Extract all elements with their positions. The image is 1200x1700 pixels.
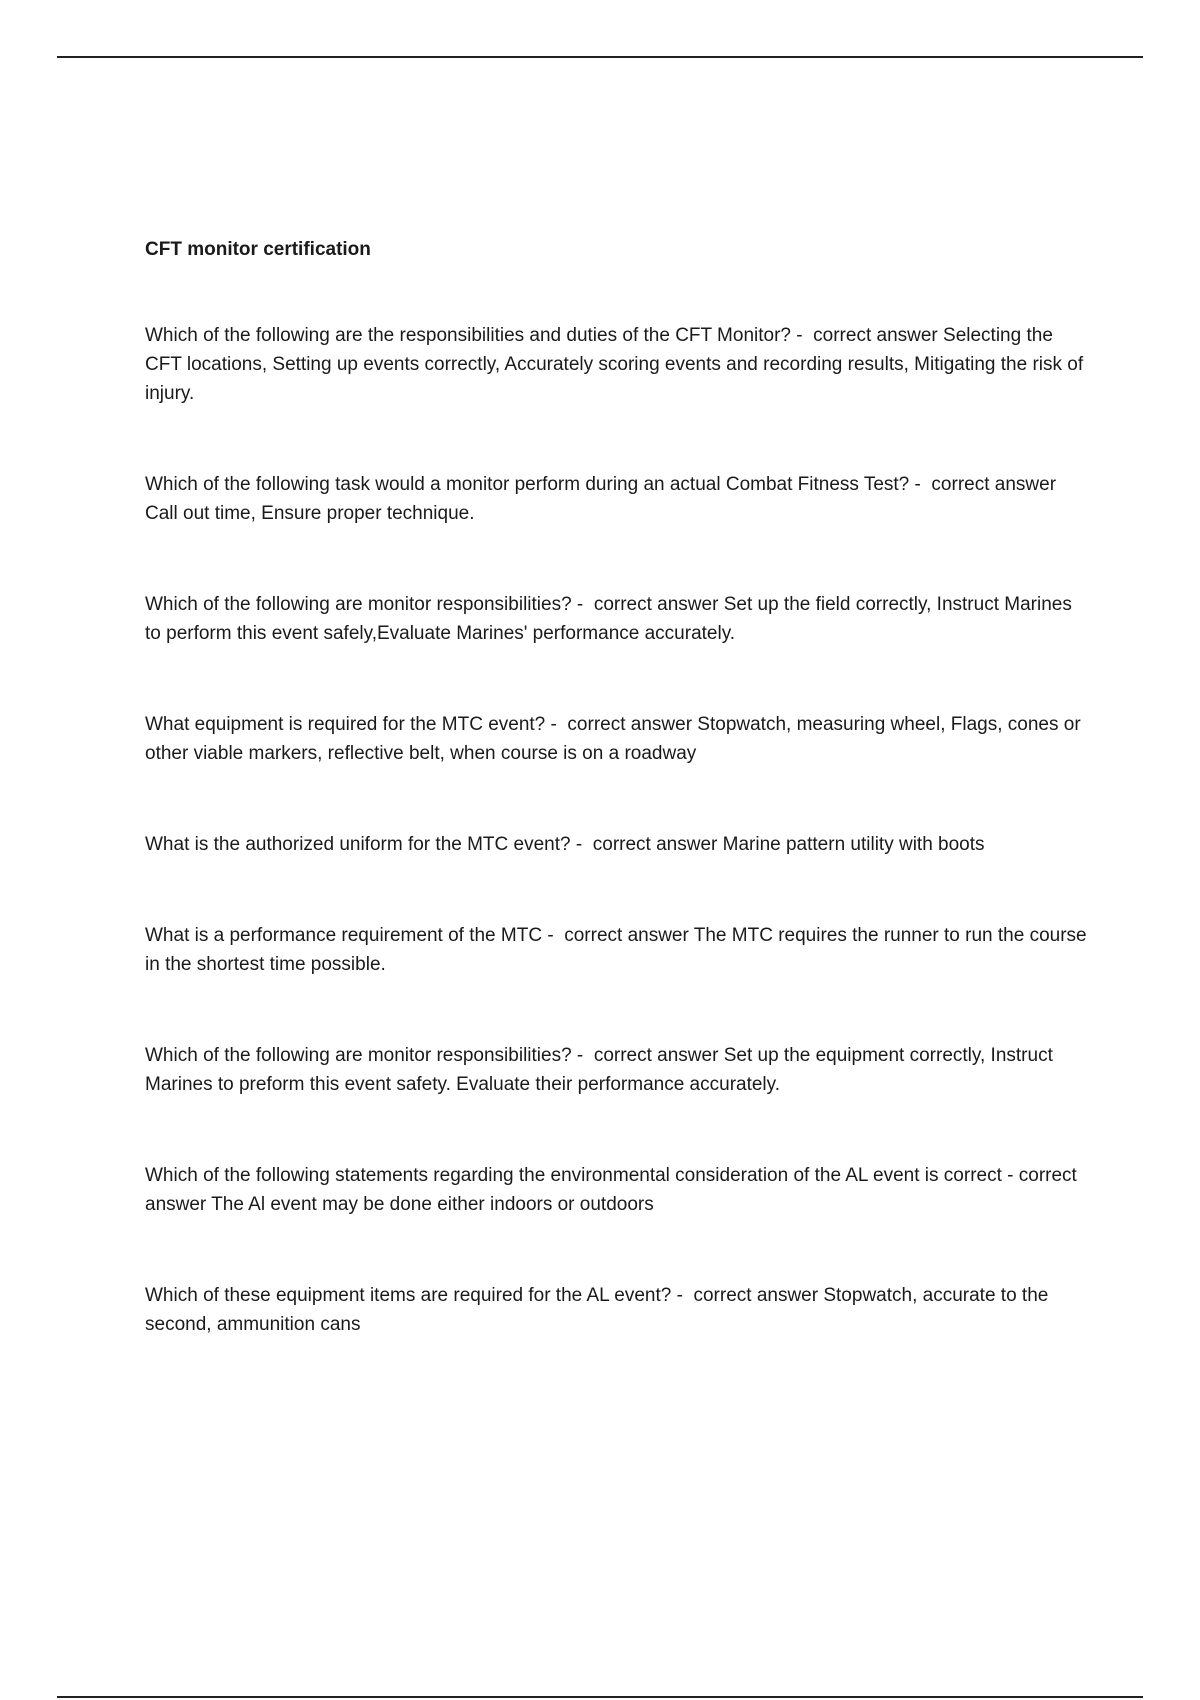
question-answer-list (145, 321, 1090, 1339)
qa-item (145, 470, 1090, 528)
question-text: What equipment is required for the MTC event? - (145, 714, 557, 735)
qa-item (145, 590, 1090, 648)
question-text: Which of these equipment items are required for the AL event? - (145, 1285, 683, 1306)
qa-item (145, 1161, 1090, 1219)
answer-text: correct answer Set up the field correctly, Instruct Marines to perform this event safely,Evaluate Marines' performance accurately. (145, 594, 1072, 644)
qa-item (145, 321, 1090, 408)
answer-text: correct answer Set up the equipment correctly, Instruct Marines to preform this event safety. Evaluate their performance accurately. (145, 1045, 1053, 1095)
question-text: Which of the following are the responsibilities and duties of the CFT Monitor? - (145, 325, 803, 346)
answer-text: correct answer Selecting the CFT locations, Setting up events correctly, Accurately scoring events and recording results, Mitigating the risk of injury. (145, 325, 1084, 404)
qa-item (145, 1281, 1090, 1339)
document-body (145, 236, 1090, 1339)
answer-text: correct answer Marine pattern utility with boots (592, 834, 985, 855)
answer-text: correct answer Call out time, Ensure proper technique. (145, 474, 1057, 524)
qa-item (145, 710, 1090, 768)
question-text: Which of the following are monitor responsibilities? - (145, 1045, 584, 1066)
answer-text: correct answer Stopwatch, accurate to the second, ammunition cans (145, 1285, 1049, 1335)
question-text: What is the authorized uniform for the MTC event? - (145, 834, 583, 855)
question-text: Which of the following are monitor responsibilities? - (145, 594, 584, 615)
answer-text: correct answer The Al event may be done either indoors or outdoors (145, 1165, 1077, 1215)
question-text: Which of the following task would a monitor perform during an actual Combat Fitness Test? - (145, 474, 921, 495)
qa-item (145, 921, 1090, 979)
footer-rule (57, 1696, 1143, 1698)
answer-text: correct answer Stopwatch, measuring wheel, Flags, cones or other viable markers, reflective belt, when course is on a roadway (145, 714, 1081, 764)
document-title: CFT monitor certification (145, 239, 371, 260)
question-text: Which of the following statements regarding the environmental consideration of the AL event is correct - (145, 1165, 1014, 1186)
question-text: What is a performance requirement of the MTC - (145, 925, 554, 946)
answer-text: correct answer The MTC requires the runner to run the course in the shortest time possible. (145, 925, 1087, 975)
header-rule (57, 56, 1143, 58)
qa-item (145, 1041, 1090, 1099)
qa-item (145, 830, 1090, 859)
